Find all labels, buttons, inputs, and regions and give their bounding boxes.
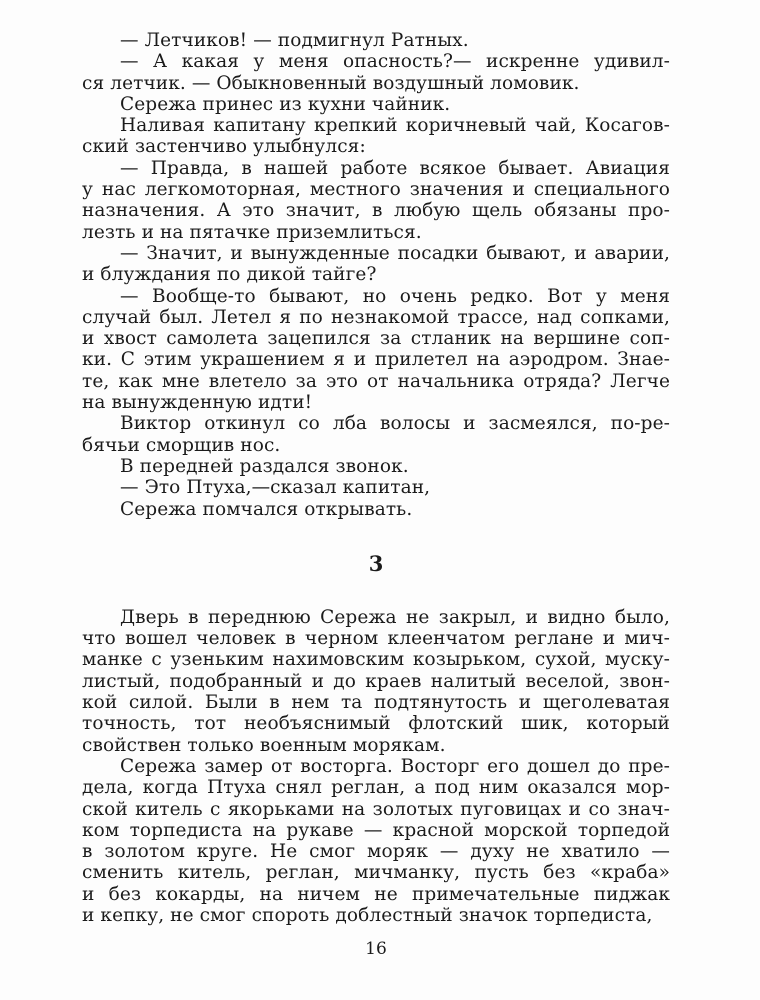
text-line: на вынужденную идти! [82,392,313,414]
text-line: свойствен только военным морякам. [82,734,446,756]
text-line: — Это Птуха,—сказал капитан, [120,477,431,499]
text-line: Сережа помчался открывать. [120,498,413,520]
text-line: — Летчиков! — подмигнул Ратных. [120,30,469,51]
text-line: листый, подобранный и до краев налитый веселой, звон- [82,670,670,692]
text-line: ский застенчиво улыбнулся: [82,136,366,158]
text-line: кой силой. Были в нем та подтянутость и щеголеватая [82,692,670,714]
text-line: ской китель с якорьками на золотых пуговицах и со знач- [82,798,670,820]
text-line: Сережа принес из кухни чайник. [120,93,451,115]
text-line: лезть и на пятачке приземлиться. [82,221,422,243]
text-line: — Вообще-то бывают, но очень редко. Вот у меня [120,285,670,307]
page-number: 16 [365,939,387,959]
text-line: В передней раздался звонок. [120,455,409,477]
text-line: в золотом круге. Не смог моряк — духу не хватило — [82,841,670,863]
text-line: что вошел человек в черном клеенчатом реглане и мич- [82,628,670,650]
text-line: ком торпедиста на рукаве — красной морской торпедой [82,819,670,841]
text-line: случай был. Летел я по незнакомой трассе, над сопками, [82,306,670,328]
text-line: Дверь в переднюю Сережа не закрыл, и видно было, [120,606,670,628]
text-line: бячьи сморщив нос. [82,434,281,456]
text-line: точность, тот необъяснимый флотский шик, который [82,713,670,735]
text-line: манке с узеньким нахимовским козырьком, сухой, муску- [82,649,670,671]
text-line: — Значит, и вынужденные посадки бывают, и аварии, [120,242,670,264]
text-line: Наливая капитану крепкий коричневый чай, Косагов- [120,115,670,137]
text-line: ки. С этим украшением я и прилетел на аэродром. Знае- [82,349,670,371]
text-line: — Правда, в нашей работе всякое бывает. Авиация [120,157,670,179]
text-line: у нас легкомоторная, местного значения и специального [82,179,670,201]
section-heading: 3 [368,550,384,576]
text-line: сменить китель, реглан, мичманку, пусть без «краба» [82,862,670,884]
text-line: дела, когда Птуха снял реглан, а под ним оказался мор- [82,777,670,799]
text-line: и хвост самолета зацепился за стланик на вершине соп- [82,328,670,350]
text-line: Сережа замер от восторга. Восторг его дошел до пре- [120,755,670,777]
text-line: и блуждания по дикой тайге? [82,264,377,286]
text-line: и кепку, не смог спороть доблестный значок торпедиста, [82,904,653,926]
text-line: назначения. А это значит, в любую щель обязаны про- [82,200,670,222]
text-line: те, как мне влетело за это от начальника отряда? Легче [82,370,670,392]
text-line: — А какая у меня опасность?— искренне удивил- [120,51,670,73]
text-line: ся летчик. — Обыкновенный воздушный ломовик. [82,72,580,94]
text-line: Виктор откинул со лба волосы и засмеялся, по-ре- [120,413,670,435]
text-content [82,30,670,926]
text-line: и без кокарды, на ничем не примечательные пиджак [82,883,670,905]
